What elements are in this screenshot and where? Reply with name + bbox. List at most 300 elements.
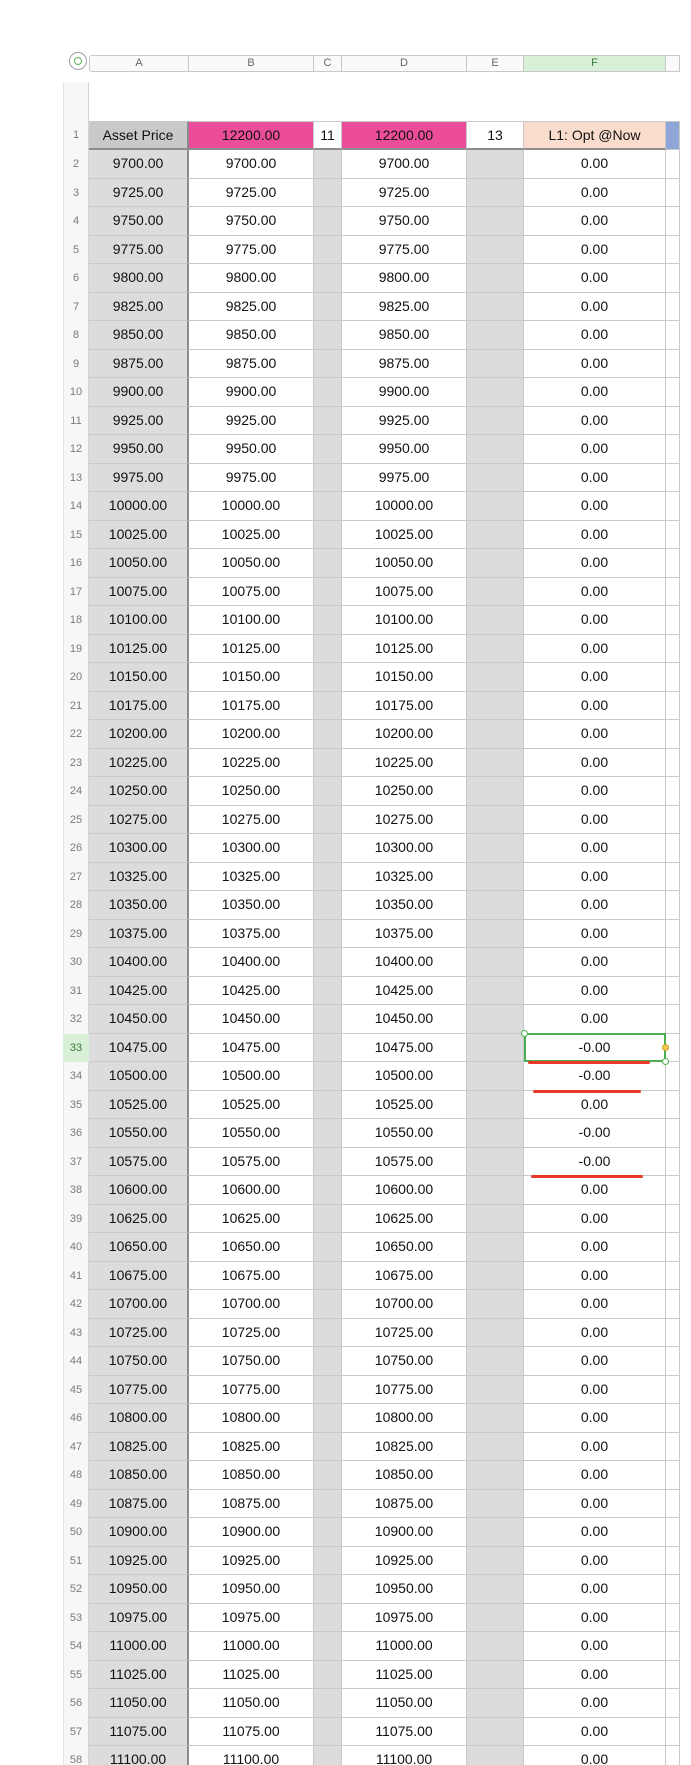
spacer-cell-e[interactable] [467,1433,524,1462]
value-cell-b[interactable]: 10775.00 [189,1376,314,1405]
value-cell-d[interactable]: 10675.00 [342,1262,467,1291]
price-cell[interactable]: 10700.00 [89,1290,189,1319]
value-cell-f[interactable]: 0.00 [524,1347,666,1376]
value-cell-f[interactable]: 0.00 [524,179,666,208]
price-cell[interactable]: 10475.00 [89,1034,189,1063]
value-cell-g[interactable] [666,863,680,892]
price-cell[interactable]: 10200.00 [89,720,189,749]
spacer-cell-e[interactable] [467,1233,524,1262]
price-cell[interactable]: 9825.00 [89,293,189,322]
row-number[interactable]: 42 [69,1298,83,1310]
spacer-cell-e[interactable] [467,1262,524,1291]
spacer-cell-e[interactable] [467,720,524,749]
spacer-cell-c[interactable] [314,1433,342,1462]
row-number[interactable]: 34 [69,1070,83,1082]
spacer-cell-e[interactable] [467,321,524,350]
spacer-cell-c[interactable] [314,293,342,322]
row-number[interactable]: 50 [69,1526,83,1538]
spacer-cell-c[interactable] [314,1461,342,1490]
row-number[interactable]: 21 [69,699,83,712]
row-number[interactable]: 31 [69,984,83,997]
value-cell-b[interactable]: 10850.00 [189,1461,314,1490]
row-number[interactable]: 6 [72,272,80,284]
row-number[interactable]: 8 [72,329,80,341]
row-number[interactable]: 9 [72,357,80,370]
row-number[interactable]: 17 [69,585,83,598]
spacer-cell-e[interactable] [467,1376,524,1405]
value-cell-f[interactable]: 0.00 [524,777,666,806]
value-cell-g[interactable] [666,1205,680,1234]
spacer-cell-e[interactable] [467,1746,524,1765]
value-cell-g[interactable] [666,1461,680,1490]
spacer-cell-c[interactable] [314,1233,342,1262]
spacer-cell-c[interactable] [314,179,342,208]
price-cell[interactable]: 10000.00 [89,492,189,521]
price-cell[interactable]: 10100.00 [89,606,189,635]
spacer-cell-c[interactable] [314,1746,342,1765]
value-cell-f[interactable]: 0.00 [524,1689,666,1718]
value-cell-d[interactable]: 11100.00 [342,1746,467,1765]
header-cell-c[interactable]: 11 [314,121,342,150]
value-cell-f[interactable]: 0.00 [524,236,666,265]
value-cell-b[interactable]: 11000.00 [189,1632,314,1661]
value-cell-g[interactable] [666,549,680,578]
value-cell-d[interactable]: 10075.00 [342,578,467,607]
value-cell-b[interactable]: 10500.00 [189,1062,314,1091]
spacer-cell-e[interactable] [467,1718,524,1747]
price-cell[interactable]: 10975.00 [89,1604,189,1633]
row-number[interactable]: 51 [69,1554,83,1567]
value-cell-f[interactable]: 0.00 [524,1290,666,1319]
row-number[interactable]: 12 [69,443,83,455]
value-cell-d[interactable]: 9875.00 [342,350,467,379]
price-cell[interactable]: 9900.00 [89,378,189,407]
value-cell-f[interactable]: 0.00 [524,150,666,179]
value-cell-d[interactable]: 10300.00 [342,834,467,863]
spacer-cell-e[interactable] [467,1490,524,1519]
value-cell-d[interactable]: 11000.00 [342,1632,467,1661]
value-cell-g[interactable] [666,977,680,1006]
value-cell-f[interactable]: 0.00 [524,1176,666,1205]
spacer-cell-c[interactable] [314,1547,342,1576]
spacer-cell-c[interactable] [314,521,342,550]
value-cell-d[interactable]: 10775.00 [342,1376,467,1405]
value-cell-f[interactable]: 0.00 [524,264,666,293]
column-header-a[interactable]: A [89,55,189,72]
value-cell-g[interactable] [666,692,680,721]
row-number[interactable]: 49 [69,1497,83,1510]
value-cell-d[interactable]: 10550.00 [342,1119,467,1148]
value-cell-d[interactable]: 10750.00 [342,1347,467,1376]
spacer-cell-c[interactable] [314,948,342,977]
row-number[interactable]: 13 [69,471,83,484]
value-cell-d[interactable]: 11025.00 [342,1661,467,1690]
spacer-cell-c[interactable] [314,920,342,949]
value-cell-g[interactable] [666,1746,680,1765]
spacer-cell-e[interactable] [467,1632,524,1661]
value-cell-f[interactable]: 0.00 [524,1005,666,1034]
value-cell-g[interactable] [666,1433,680,1462]
spacer-cell-c[interactable] [314,834,342,863]
spacer-cell-c[interactable] [314,435,342,464]
value-cell-b[interactable]: 9975.00 [189,464,314,493]
value-cell-b[interactable]: 10250.00 [189,777,314,806]
value-cell-f[interactable]: 0.00 [524,1319,666,1348]
row-number[interactable]: 10 [69,386,83,398]
header-cell-b[interactable]: 12200.00 [189,121,314,150]
value-cell-b[interactable]: 10425.00 [189,977,314,1006]
price-cell[interactable]: 10450.00 [89,1005,189,1034]
row-number[interactable]: 28 [69,899,83,911]
spacer-cell-c[interactable] [314,606,342,635]
price-cell[interactable]: 9800.00 [89,264,189,293]
spacer-cell-c[interactable] [314,1632,342,1661]
price-cell[interactable]: 11100.00 [89,1746,189,1765]
value-cell-b[interactable]: 9775.00 [189,236,314,265]
value-cell-b[interactable]: 10175.00 [189,692,314,721]
value-cell-b[interactable]: 9875.00 [189,350,314,379]
price-cell[interactable]: 10500.00 [89,1062,189,1091]
value-cell-b[interactable]: 10625.00 [189,1205,314,1234]
value-cell-d[interactable]: 10950.00 [342,1575,467,1604]
price-cell[interactable]: 10950.00 [89,1575,189,1604]
spacer-cell-e[interactable] [467,1404,524,1433]
spacer-cell-c[interactable] [314,1091,342,1120]
value-cell-g[interactable] [666,293,680,322]
spacer-cell-e[interactable] [467,207,524,236]
row-number[interactable]: 58 [69,1754,83,1765]
value-cell-g[interactable] [666,264,680,293]
spacer-cell-c[interactable] [314,350,342,379]
value-cell-g[interactable] [666,1290,680,1319]
value-cell-b[interactable]: 10975.00 [189,1604,314,1633]
value-cell-g[interactable] [666,1233,680,1262]
value-cell-d[interactable]: 9800.00 [342,264,467,293]
price-cell[interactable]: 10525.00 [89,1091,189,1120]
value-cell-d[interactable]: 10575.00 [342,1148,467,1177]
header-cell-asset-price[interactable]: Asset Price [89,121,189,150]
value-cell-f[interactable]: -0.00 [524,1062,666,1091]
value-cell-g[interactable] [666,948,680,977]
spacer-cell-e[interactable] [467,749,524,778]
row-number[interactable]: 33 [63,1034,89,1063]
value-cell-d[interactable]: 9975.00 [342,464,467,493]
spacer-cell-e[interactable] [467,293,524,322]
spacer-cell-c[interactable] [314,663,342,692]
spacer-cell-c[interactable] [314,1689,342,1718]
spacer-cell-c[interactable] [314,1290,342,1319]
value-cell-b[interactable]: 10700.00 [189,1290,314,1319]
price-cell[interactable]: 11025.00 [89,1661,189,1690]
value-cell-d[interactable]: 10400.00 [342,948,467,977]
spacer-cell-c[interactable] [314,1490,342,1519]
value-cell-d[interactable]: 10700.00 [342,1290,467,1319]
value-cell-g[interactable] [666,1547,680,1576]
spacer-cell-e[interactable] [467,1547,524,1576]
price-cell[interactable]: 10325.00 [89,863,189,892]
row-number[interactable]: 1 [72,129,80,141]
row-number[interactable]: 57 [69,1725,83,1738]
value-cell-b[interactable]: 10800.00 [189,1404,314,1433]
value-cell-d[interactable]: 10225.00 [342,749,467,778]
value-cell-g[interactable] [666,321,680,350]
value-cell-d[interactable]: 10275.00 [342,806,467,835]
row-number[interactable]: 25 [69,813,83,826]
spacer-cell-c[interactable] [314,1575,342,1604]
price-cell[interactable]: 10425.00 [89,977,189,1006]
price-cell[interactable]: 10775.00 [89,1376,189,1405]
row-number[interactable]: 40 [69,1241,83,1253]
value-cell-b[interactable]: 10525.00 [189,1091,314,1120]
value-cell-b[interactable]: 10400.00 [189,948,314,977]
spacer-cell-c[interactable] [314,1148,342,1177]
row-number[interactable]: 23 [69,756,83,769]
price-cell[interactable]: 10375.00 [89,920,189,949]
price-cell[interactable]: 10725.00 [89,1319,189,1348]
value-cell-b[interactable]: 10675.00 [189,1262,314,1291]
row-number[interactable]: 4 [72,215,80,227]
spacer-cell-c[interactable] [314,777,342,806]
selection-handle-top-left[interactable] [521,1030,528,1037]
value-cell-f[interactable]: 0.00 [524,977,666,1006]
row-number[interactable]: 43 [69,1326,83,1339]
value-cell-b[interactable]: 9750.00 [189,207,314,236]
value-cell-f[interactable]: 0.00 [524,1518,666,1547]
value-cell-d[interactable]: 10975.00 [342,1604,467,1633]
value-cell-f[interactable]: -0.00 [524,1148,666,1177]
price-cell[interactable]: 10575.00 [89,1148,189,1177]
value-cell-g[interactable] [666,1404,680,1433]
row-number[interactable]: 54 [69,1640,83,1652]
value-cell-b[interactable]: 10950.00 [189,1575,314,1604]
value-cell-f[interactable]: 0.00 [524,863,666,892]
value-cell-f[interactable]: 0.00 [524,692,666,721]
row-number[interactable]: 35 [69,1098,83,1111]
spacer-cell-c[interactable] [314,692,342,721]
price-cell[interactable]: 10850.00 [89,1461,189,1490]
value-cell-d[interactable]: 10025.00 [342,521,467,550]
spacer-cell-e[interactable] [467,378,524,407]
spacer-cell-e[interactable] [467,977,524,1006]
spacer-cell-e[interactable] [467,1176,524,1205]
value-cell-d[interactable]: 10475.00 [342,1034,467,1063]
value-cell-d[interactable]: 10375.00 [342,920,467,949]
value-cell-g[interactable] [666,1518,680,1547]
value-cell-f[interactable]: 0.00 [524,378,666,407]
spacer-cell-e[interactable] [467,1119,524,1148]
value-cell-b[interactable]: 9800.00 [189,264,314,293]
spacer-cell-c[interactable] [314,1718,342,1747]
value-cell-f[interactable]: 0.00 [524,1091,666,1120]
column-header-f[interactable]: F [524,55,666,72]
price-cell[interactable]: 10400.00 [89,948,189,977]
spacer-cell-e[interactable] [467,635,524,664]
price-cell[interactable]: 10800.00 [89,1404,189,1433]
value-cell-d[interactable]: 9850.00 [342,321,467,350]
spacer-cell-e[interactable] [467,1604,524,1633]
row-number[interactable]: 56 [69,1697,83,1709]
value-cell-d[interactable]: 10650.00 [342,1233,467,1262]
value-cell-b[interactable]: 9725.00 [189,179,314,208]
price-cell[interactable]: 10675.00 [89,1262,189,1291]
value-cell-f[interactable]: 0.00 [524,1746,666,1765]
spacer-cell-c[interactable] [314,720,342,749]
value-cell-f[interactable]: 0.00 [524,606,666,635]
selection-handle-bottom-right[interactable] [662,1058,669,1065]
value-cell-b[interactable]: 9825.00 [189,293,314,322]
value-cell-d[interactable]: 10525.00 [342,1091,467,1120]
spacer-cell-e[interactable] [467,1689,524,1718]
value-cell-b[interactable]: 11025.00 [189,1661,314,1690]
value-cell-b[interactable]: 9700.00 [189,150,314,179]
value-cell-b[interactable]: 10750.00 [189,1347,314,1376]
value-cell-g[interactable] [666,806,680,835]
row-number[interactable]: 5 [72,243,80,256]
value-cell-b[interactable]: 10200.00 [189,720,314,749]
value-cell-f[interactable]: 0.00 [524,492,666,521]
price-cell[interactable]: 9700.00 [89,150,189,179]
value-cell-f[interactable]: 0.00 [524,663,666,692]
spacer-cell-c[interactable] [314,806,342,835]
value-cell-g[interactable] [666,407,680,436]
value-cell-f[interactable]: 0.00 [524,1404,666,1433]
value-cell-f[interactable]: 0.00 [524,806,666,835]
value-cell-g[interactable] [666,749,680,778]
value-cell-g[interactable] [666,207,680,236]
value-cell-b[interactable]: 10575.00 [189,1148,314,1177]
spacer-cell-c[interactable] [314,1518,342,1547]
price-cell[interactable]: 10075.00 [89,578,189,607]
value-cell-d[interactable]: 9750.00 [342,207,467,236]
value-cell-b[interactable]: 11050.00 [189,1689,314,1718]
value-cell-g[interactable] [666,1319,680,1348]
value-cell-f[interactable]: 0.00 [524,1661,666,1690]
spacer-cell-e[interactable] [467,863,524,892]
value-cell-f[interactable]: 0.00 [524,720,666,749]
value-cell-f[interactable]: 0.00 [524,1575,666,1604]
value-cell-f[interactable]: 0.00 [524,891,666,920]
row-number[interactable]: 7 [72,300,80,313]
spacer-cell-c[interactable] [314,1319,342,1348]
value-cell-f[interactable]: 0.00 [524,749,666,778]
value-cell-f[interactable]: 0.00 [524,464,666,493]
row-number[interactable]: 48 [69,1469,83,1481]
value-cell-d[interactable]: 10625.00 [342,1205,467,1234]
spacer-cell-e[interactable] [467,1319,524,1348]
spacer-cell-c[interactable] [314,492,342,521]
value-cell-g[interactable] [666,1718,680,1747]
row-number[interactable]: 45 [69,1383,83,1396]
row-number[interactable]: 38 [69,1184,83,1196]
spacer-cell-e[interactable] [467,1518,524,1547]
row-number[interactable]: 32 [69,1013,83,1025]
spacer-cell-e[interactable] [467,464,524,493]
spacer-cell-c[interactable] [314,749,342,778]
column-header-c[interactable]: C [314,55,342,72]
value-cell-f[interactable]: 0.00 [524,834,666,863]
value-cell-g[interactable] [666,606,680,635]
spacer-cell-e[interactable] [467,1091,524,1120]
column-header-d[interactable]: D [342,55,467,72]
spacer-cell-e[interactable] [467,920,524,949]
value-cell-d[interactable]: 9925.00 [342,407,467,436]
price-cell[interactable]: 10625.00 [89,1205,189,1234]
spacer-cell-e[interactable] [467,236,524,265]
price-cell[interactable]: 11050.00 [89,1689,189,1718]
price-cell[interactable]: 10300.00 [89,834,189,863]
price-cell[interactable]: 11000.00 [89,1632,189,1661]
row-number[interactable]: 47 [69,1440,83,1453]
header-cell-d[interactable]: 12200.00 [342,121,467,150]
value-cell-f[interactable]: 0.00 [524,1461,666,1490]
value-cell-b[interactable]: 10025.00 [189,521,314,550]
value-cell-b[interactable]: 10725.00 [189,1319,314,1348]
price-cell[interactable]: 10025.00 [89,521,189,550]
value-cell-g[interactable] [666,1005,680,1034]
value-cell-f[interactable]: 0.00 [524,578,666,607]
value-cell-f[interactable]: -0.00 [524,1034,666,1063]
price-cell[interactable]: 10750.00 [89,1347,189,1376]
spacer-cell-c[interactable] [314,1205,342,1234]
spacer-cell-e[interactable] [467,806,524,835]
value-cell-g[interactable] [666,1176,680,1205]
row-number[interactable]: 46 [69,1412,83,1424]
value-cell-f[interactable]: 0.00 [524,1233,666,1262]
value-cell-g[interactable] [666,777,680,806]
value-cell-g[interactable] [666,1376,680,1405]
row-number[interactable]: 24 [69,785,83,797]
value-cell-b[interactable]: 10350.00 [189,891,314,920]
price-cell[interactable]: 10150.00 [89,663,189,692]
spacer-cell-c[interactable] [314,1005,342,1034]
spacer-cell-e[interactable] [467,1034,524,1063]
spacer-cell-e[interactable] [467,1575,524,1604]
spacer-cell-c[interactable] [314,464,342,493]
value-cell-b[interactable]: 10000.00 [189,492,314,521]
row-number[interactable]: 55 [69,1668,83,1681]
spacer-cell-e[interactable] [467,179,524,208]
price-cell[interactable]: 9775.00 [89,236,189,265]
header-cell-e[interactable]: 13 [467,121,524,150]
value-cell-f[interactable]: -0.00 [524,1119,666,1148]
spacer-cell-e[interactable] [467,1661,524,1690]
value-cell-d[interactable]: 10050.00 [342,549,467,578]
spacer-cell-c[interactable] [314,635,342,664]
value-cell-b[interactable]: 10650.00 [189,1233,314,1262]
value-cell-b[interactable]: 10300.00 [189,834,314,863]
row-number[interactable]: 30 [69,956,83,968]
price-cell[interactable]: 10825.00 [89,1433,189,1462]
value-cell-b[interactable]: 10925.00 [189,1547,314,1576]
value-cell-g[interactable] [666,150,680,179]
value-cell-f[interactable]: 0.00 [524,1262,666,1291]
spacer-cell-e[interactable] [467,692,524,721]
value-cell-f[interactable]: 0.00 [524,549,666,578]
price-cell[interactable]: 10600.00 [89,1176,189,1205]
value-cell-d[interactable]: 10600.00 [342,1176,467,1205]
column-header-b[interactable]: B [189,55,314,72]
value-cell-b[interactable]: 11075.00 [189,1718,314,1747]
spacer-cell-c[interactable] [314,1262,342,1291]
value-cell-f[interactable]: 0.00 [524,321,666,350]
value-cell-b[interactable]: 10125.00 [189,635,314,664]
value-cell-g[interactable] [666,1604,680,1633]
spacer-cell-e[interactable] [467,606,524,635]
value-cell-b[interactable]: 9950.00 [189,435,314,464]
value-cell-f[interactable]: 0.00 [524,407,666,436]
value-cell-d[interactable]: 10450.00 [342,1005,467,1034]
price-cell[interactable]: 10925.00 [89,1547,189,1576]
